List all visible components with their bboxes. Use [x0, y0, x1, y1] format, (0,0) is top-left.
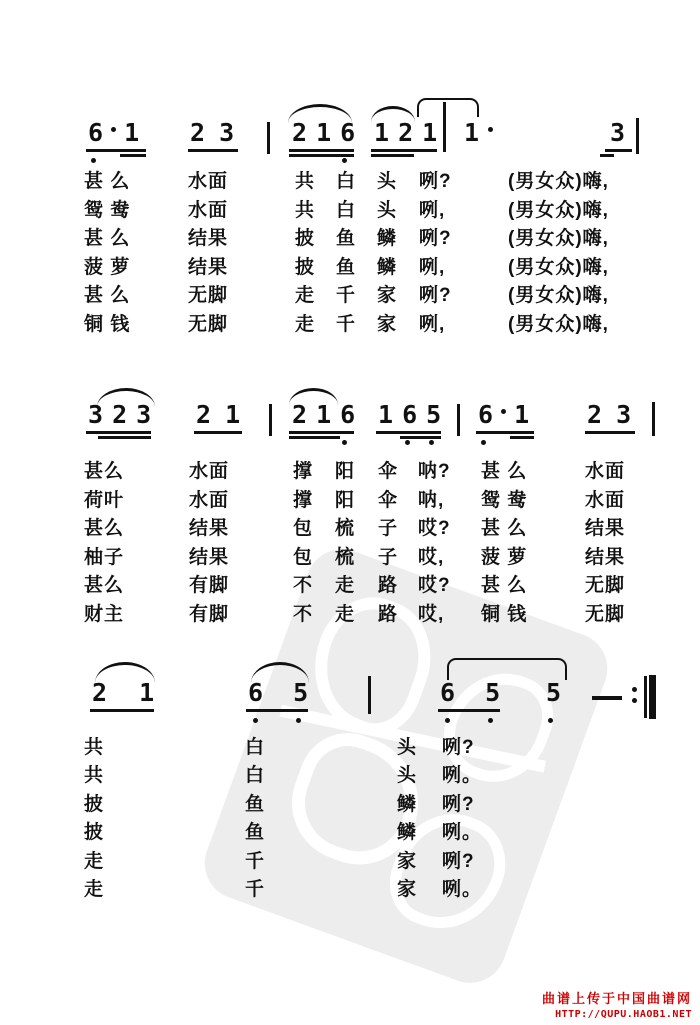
note-digit: 2 [398, 118, 414, 147]
lyric-text: 家 [397, 879, 418, 900]
note-digit: 6 [478, 400, 494, 429]
note-digit: 3 [136, 400, 152, 429]
beam-underline [289, 436, 340, 439]
lyric-text: 有脚 [189, 604, 230, 625]
lyric-text: 共 [295, 171, 316, 192]
barline [636, 118, 639, 154]
note-group [478, 402, 529, 428]
note-digit: 5 [426, 400, 442, 429]
lyric-text: 结果 [585, 546, 626, 568]
lyric-text: 共 [84, 737, 105, 758]
site-url: HTTP://QUPU.HAOB1.NET [555, 1009, 692, 1020]
lyric-text: 伞 [378, 489, 399, 511]
augmentation-dot [111, 127, 116, 132]
beam-underline [371, 149, 437, 152]
note-digit: 2 [190, 118, 206, 147]
lyric-text: 鳞 [397, 793, 418, 815]
lyric-text: 共 [84, 765, 105, 787]
lyric-text: 水面 [189, 489, 230, 511]
note-digit: 2 [196, 400, 212, 429]
lyric-text: 鱼 [336, 256, 357, 278]
lyric-text: 咧? [442, 850, 475, 872]
lyric-text: 水面 [585, 489, 626, 511]
note-group [292, 120, 355, 146]
octave-dot [429, 440, 434, 445]
lyric-text: 家 [377, 314, 398, 335]
lyric-text: 水面 [585, 461, 626, 482]
lyric-text: 撑 [293, 461, 314, 482]
note-digit: 3 [88, 400, 104, 429]
beam-underline [120, 154, 146, 157]
lyric-text: 鳞 [377, 256, 398, 278]
lyric-text: 鳞 [377, 228, 398, 250]
lyric-text: 铜 钱 [481, 604, 528, 625]
beam-underline [371, 154, 414, 157]
lyric-text: 千 [336, 314, 357, 335]
lyric-text: 白 [336, 171, 357, 192]
note-digit: 3 [219, 118, 235, 147]
lyric-text: 走 [335, 604, 356, 625]
lyric-text: (男女众)嗨, [508, 256, 609, 278]
lyric-text: 鸳 鸯 [84, 199, 131, 221]
barline [652, 402, 655, 436]
note-digit: 6 [340, 400, 356, 429]
lyric-text: 咧, [419, 199, 446, 221]
lyric-text: 咧? [419, 285, 452, 307]
octave-dot [296, 718, 301, 723]
lyric-text: 咧。 [442, 879, 483, 900]
lyric-text: 财主 [84, 604, 125, 625]
lyric-text: 千 [245, 879, 266, 900]
lyric-text: 咧? [419, 171, 452, 192]
barline [457, 404, 460, 436]
lyric-text: 咧。 [442, 822, 483, 844]
lyric-text: 甚么 [84, 518, 125, 540]
lyric-text: 子 [378, 518, 399, 540]
note-digit: 6 [340, 118, 356, 147]
octave-dot [488, 718, 493, 723]
note-digit: 6 [440, 678, 456, 707]
barline [368, 676, 371, 714]
lyric-text: 咧, [419, 256, 446, 278]
lyric-text: 铜 钱 [84, 314, 131, 335]
lyric-text: 结果 [189, 546, 230, 568]
lyric-text: (男女众)嗨, [508, 228, 609, 250]
dash-note [592, 696, 622, 700]
lyric-text: 白 [245, 765, 266, 787]
note-group [92, 680, 154, 706]
lyric-text: 呐? [418, 461, 451, 482]
lyric-text: 披 [84, 822, 105, 844]
lyric-text: 水面 [188, 199, 229, 221]
beam-underline [289, 431, 354, 434]
lyric-text: 呐, [418, 489, 445, 511]
note-group [378, 402, 441, 428]
note-digit: 2 [92, 678, 108, 707]
lyric-text: 头 [397, 765, 418, 787]
lyric-text: 走 [84, 879, 105, 900]
note-digit: 2 [292, 118, 308, 147]
note-digit: 1 [316, 118, 332, 147]
note-group [587, 402, 631, 428]
lyric-text: 鳞 [397, 822, 418, 844]
octave-dot [548, 718, 553, 723]
lyric-text: 披 [295, 228, 316, 250]
note-digit: 1 [139, 678, 155, 707]
lyric-text: 白 [336, 199, 357, 221]
lyric-text: (男女众)嗨, [508, 314, 609, 335]
lyric-text: 咧, [419, 314, 446, 335]
octave-dot [445, 718, 450, 723]
lyric-text: 走 [295, 285, 316, 307]
lyric-text: 结果 [188, 228, 229, 250]
lyric-text: 哎, [418, 546, 445, 568]
augmentation-dot [501, 409, 506, 414]
note-digit: 1 [316, 400, 332, 429]
octave-dot [91, 158, 96, 163]
note-group [440, 680, 500, 706]
lyric-text: 菠 萝 [84, 256, 131, 278]
lyric-text: 撑 [293, 489, 314, 511]
lyric-text: 阳 [335, 461, 356, 482]
lyric-text: 有脚 [189, 575, 230, 597]
lyric-text: 披 [295, 256, 316, 278]
lyric-text: 千 [336, 285, 357, 307]
lyric-text: 无脚 [188, 314, 229, 335]
lyric-text: 咧? [442, 793, 475, 815]
lyric-text: 甚么 [84, 575, 125, 597]
lyric-text: 家 [397, 850, 418, 872]
repeat-sign-thin-bar [644, 676, 647, 718]
site-credit [542, 988, 692, 1020]
octave-dot [405, 440, 410, 445]
lyric-text: 伞 [378, 461, 399, 482]
lyric-text: 无脚 [585, 575, 626, 597]
lyric-text: 共 [295, 199, 316, 221]
lyric-text: 咧? [419, 228, 452, 250]
beam-underline [438, 709, 500, 712]
lyric-text: 哎? [418, 518, 451, 540]
note-digit: 2 [112, 400, 128, 429]
lyric-text: 菠 萝 [481, 546, 528, 568]
note-digit: 1 [374, 118, 390, 147]
lyric-text: 包 [293, 518, 314, 540]
lyric-text: 哎, [418, 604, 445, 625]
lyric-text: 无脚 [585, 604, 626, 625]
tie-arc [447, 658, 567, 680]
beam-underline [476, 431, 534, 434]
lyric-text: 头 [377, 199, 398, 221]
lyric-text: 千 [245, 850, 266, 872]
beam-underline [600, 154, 614, 157]
beam-underline [400, 436, 441, 439]
lyric-text: 咧? [442, 737, 475, 758]
lyric-text: 头 [397, 737, 418, 758]
lyric-text: 结果 [188, 256, 229, 278]
beam-underline [510, 436, 534, 439]
repeat-sign-thick-bar [649, 675, 656, 719]
beam-underline [194, 431, 242, 434]
note-digit: 1 [464, 118, 480, 147]
note-digit: 5 [546, 678, 562, 707]
lyric-text: 甚 么 [84, 171, 131, 192]
repeat-sign-dot [632, 687, 637, 692]
lyric-text: 路 [378, 604, 399, 625]
note-group [546, 680, 561, 706]
beam-underline [90, 709, 154, 712]
lyric-text: 不 [293, 575, 314, 597]
note-digit: 1 [225, 400, 241, 429]
lyric-text: (男女众)嗨, [508, 199, 609, 221]
note-digit: 2 [292, 400, 308, 429]
note-digit: 1 [514, 400, 530, 429]
octave-dot [342, 158, 347, 163]
note-group [88, 120, 139, 146]
lyric-text: 不 [293, 604, 314, 625]
augmentation-dot [488, 127, 493, 132]
lyric-text: 包 [293, 546, 314, 568]
note-digit: 6 [88, 118, 104, 147]
beam-underline [376, 431, 441, 434]
lyric-text: 鱼 [245, 822, 266, 844]
repeat-sign-dot [632, 698, 637, 703]
lyric-text: 梳 [335, 518, 356, 540]
lyric-text: 走 [295, 314, 316, 335]
lyric-text: (男女众)嗨, [508, 171, 609, 192]
barline [267, 122, 270, 154]
lyric-text: 路 [378, 575, 399, 597]
note-group [248, 680, 308, 706]
lyric-text: 子 [378, 546, 399, 568]
note-group [374, 120, 437, 146]
lyric-text: 水面 [189, 461, 230, 482]
lyric-text: 水面 [188, 171, 229, 192]
note-digit: 5 [293, 678, 309, 707]
note-digit: 5 [485, 678, 501, 707]
lyric-text: 披 [84, 793, 105, 815]
lyric-text: 甚 么 [84, 228, 131, 250]
note-group [292, 402, 355, 428]
note-group [610, 120, 625, 146]
note-digit: 2 [587, 400, 603, 429]
beam-underline [289, 154, 354, 157]
note-group [464, 120, 493, 146]
lyric-text: 结果 [585, 518, 626, 540]
note-digit: 6 [402, 400, 418, 429]
beam-underline [289, 149, 354, 152]
octave-dot [342, 440, 347, 445]
lyric-text: 柚子 [84, 546, 125, 568]
lyric-text: 结果 [189, 518, 230, 540]
lyric-text: 梳 [335, 546, 356, 568]
note-digit: 1 [378, 400, 394, 429]
lyric-text: 鸳 鸯 [481, 489, 528, 511]
note-group [88, 402, 151, 428]
lyric-text: 甚 么 [481, 575, 528, 597]
lyric-text: 家 [377, 285, 398, 307]
beam-underline [246, 709, 308, 712]
lyric-text: 哎? [418, 575, 451, 597]
lyric-text: 甚 么 [481, 461, 528, 482]
tie-arc [417, 98, 479, 117]
note-digit: 1 [124, 118, 140, 147]
note-digit: 3 [616, 400, 632, 429]
lyric-text: 鱼 [336, 228, 357, 250]
note-digit: 1 [422, 118, 438, 147]
lyric-text: 阳 [335, 489, 356, 511]
beam-underline [605, 149, 632, 152]
note-group [190, 120, 234, 146]
lyric-text: 鱼 [245, 793, 266, 815]
beam-underline [188, 149, 238, 152]
lyric-text: 无脚 [188, 285, 229, 307]
barline [443, 102, 446, 152]
lyric-text: 头 [377, 171, 398, 192]
octave-dot [253, 718, 258, 723]
lyric-text: 甚 么 [481, 518, 528, 540]
beam-underline [86, 149, 146, 152]
octave-dot [481, 440, 486, 445]
lyric-text: 甚 么 [84, 285, 131, 307]
site-credit-line: 曲谱上传于中国曲谱网 [541, 991, 692, 1006]
lyric-text: 走 [335, 575, 356, 597]
beam-underline [98, 436, 151, 439]
lyric-text: 白 [245, 737, 266, 758]
lyric-text: 荷叶 [84, 489, 125, 511]
lyric-text: 咧。 [442, 765, 483, 787]
note-group [196, 402, 240, 428]
beam-underline [585, 431, 635, 434]
note-digit: 3 [610, 118, 626, 147]
barline [269, 404, 272, 436]
lyric-text: 甚么 [84, 461, 125, 482]
note-digit: 6 [248, 678, 264, 707]
beam-underline [86, 431, 151, 434]
lyric-text: 走 [84, 850, 105, 872]
lyric-text: (男女众)嗨, [508, 285, 609, 307]
